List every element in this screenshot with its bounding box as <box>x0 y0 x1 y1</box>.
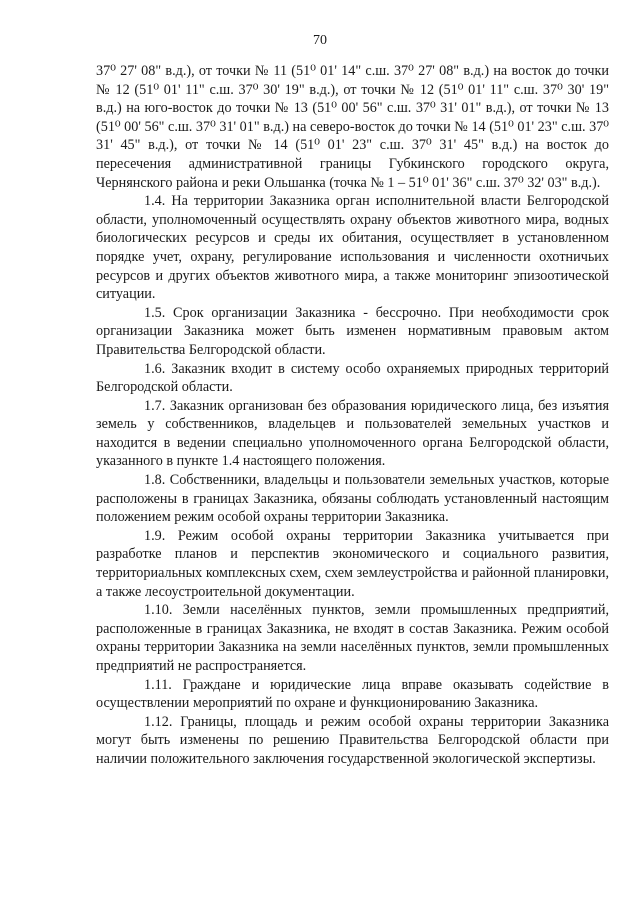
paragraph-1-9: 1.9. Режим особой охраны территории Заказника учитывается при разработке планов и перспектив экономического и социального развития, территориальных комплексных схем, схем землеустройства и районной планировки, а также лесоустроительной документации. <box>96 527 609 600</box>
paragraph-1-6: 1.6. Заказник входит в систему особо охраняемых природных территорий Белгородской области. <box>96 360 609 396</box>
paragraph-boundary-continuation: 37⁰ 27' 08" в.д.), от точки № 11 (51⁰ 01' 14" с.ш. 37⁰ 27' 08" в.д.) на восток до точки № 12 (51⁰ 01' 11" с.ш. 37⁰ 30' 19" в.д.), от точки № 12 (51⁰ 01' 11" с.ш. 37⁰ 30' 19" в.д.) на юго-восток до точки № 13 (51⁰ 00' 56" с.ш. 37⁰ 31' 01" в.д.), от точки № 13 (51⁰ 00' 56" с.ш. 37⁰ 31' 01" в.д.) на северо-восток до точки № 14 (51⁰ 01' 23" с.ш. 37⁰ 31' 45" в.д.), от точки № 14 (51⁰ 01' 23" с.ш. 37⁰ 31' 45" в.д.) на восток до пересечения административной границы Губкинского городского округа, Чернянского района и реки Ольшанка (точка № 1 – 51⁰ 01' 36" с.ш. 37⁰ 32' 03" в.д.). <box>96 63 609 191</box>
paragraph-1-5: 1.5. Срок организации Заказника - бессрочно. При необходимости срок организации Заказника может быть изменен нормативным правовым актом Правительства Белгородской области. <box>96 304 609 358</box>
paragraph-1-7: 1.7. Заказник организован без образования юридического лица, без изъятия земель у собственников, владельцев и пользователей земельных участков и находится в ведении специально уполномоченного органа Белгородской области, указанного в пункте 1.4 настоящего положения. <box>96 397 609 470</box>
document-body <box>96 62 609 769</box>
paragraph-1-11: 1.11. Граждане и юридические лица вправе оказывать содействие в осуществлении мероприятий по охране и функционированию Заказника. <box>96 676 609 712</box>
paragraph-1-4: 1.4. На территории Заказника орган исполнительной власти Белгородской области, уполномоченный осуществлять охрану объектов животного мира, водных биологических ресурсов и среды их обитания, осуществляет в установленном порядке учет, охрану, регулирование использования и численности охотничьих ресурсов и других объектов животного мира, а также мониторинг эпизоотической ситуации. <box>96 193 609 303</box>
paragraph-1-8: 1.8. Собственники, владельцы и пользователи земельных участков, которые расположены в границах Заказника, обязаны соблюдать установленный настоящим положением режим особой охраны территории Заказника. <box>96 472 609 526</box>
page-number: 70 <box>313 33 327 48</box>
paragraph-1-10: 1.10. Земли населённых пунктов, земли промышленных предприятий, расположенные в границах Заказника, не входят в состав Заказника. Режим особой охраны территории Заказника на земли населённых пунктов, земли промышленных предприятий не распространяется. <box>96 602 609 674</box>
paragraph-1-12: 1.12. Границы, площадь и режим особой охраны территории Заказника могут быть изменены по решению Правительства Белгородской области при наличии положительного заключения государственной экологической экспертизы. <box>96 713 609 767</box>
